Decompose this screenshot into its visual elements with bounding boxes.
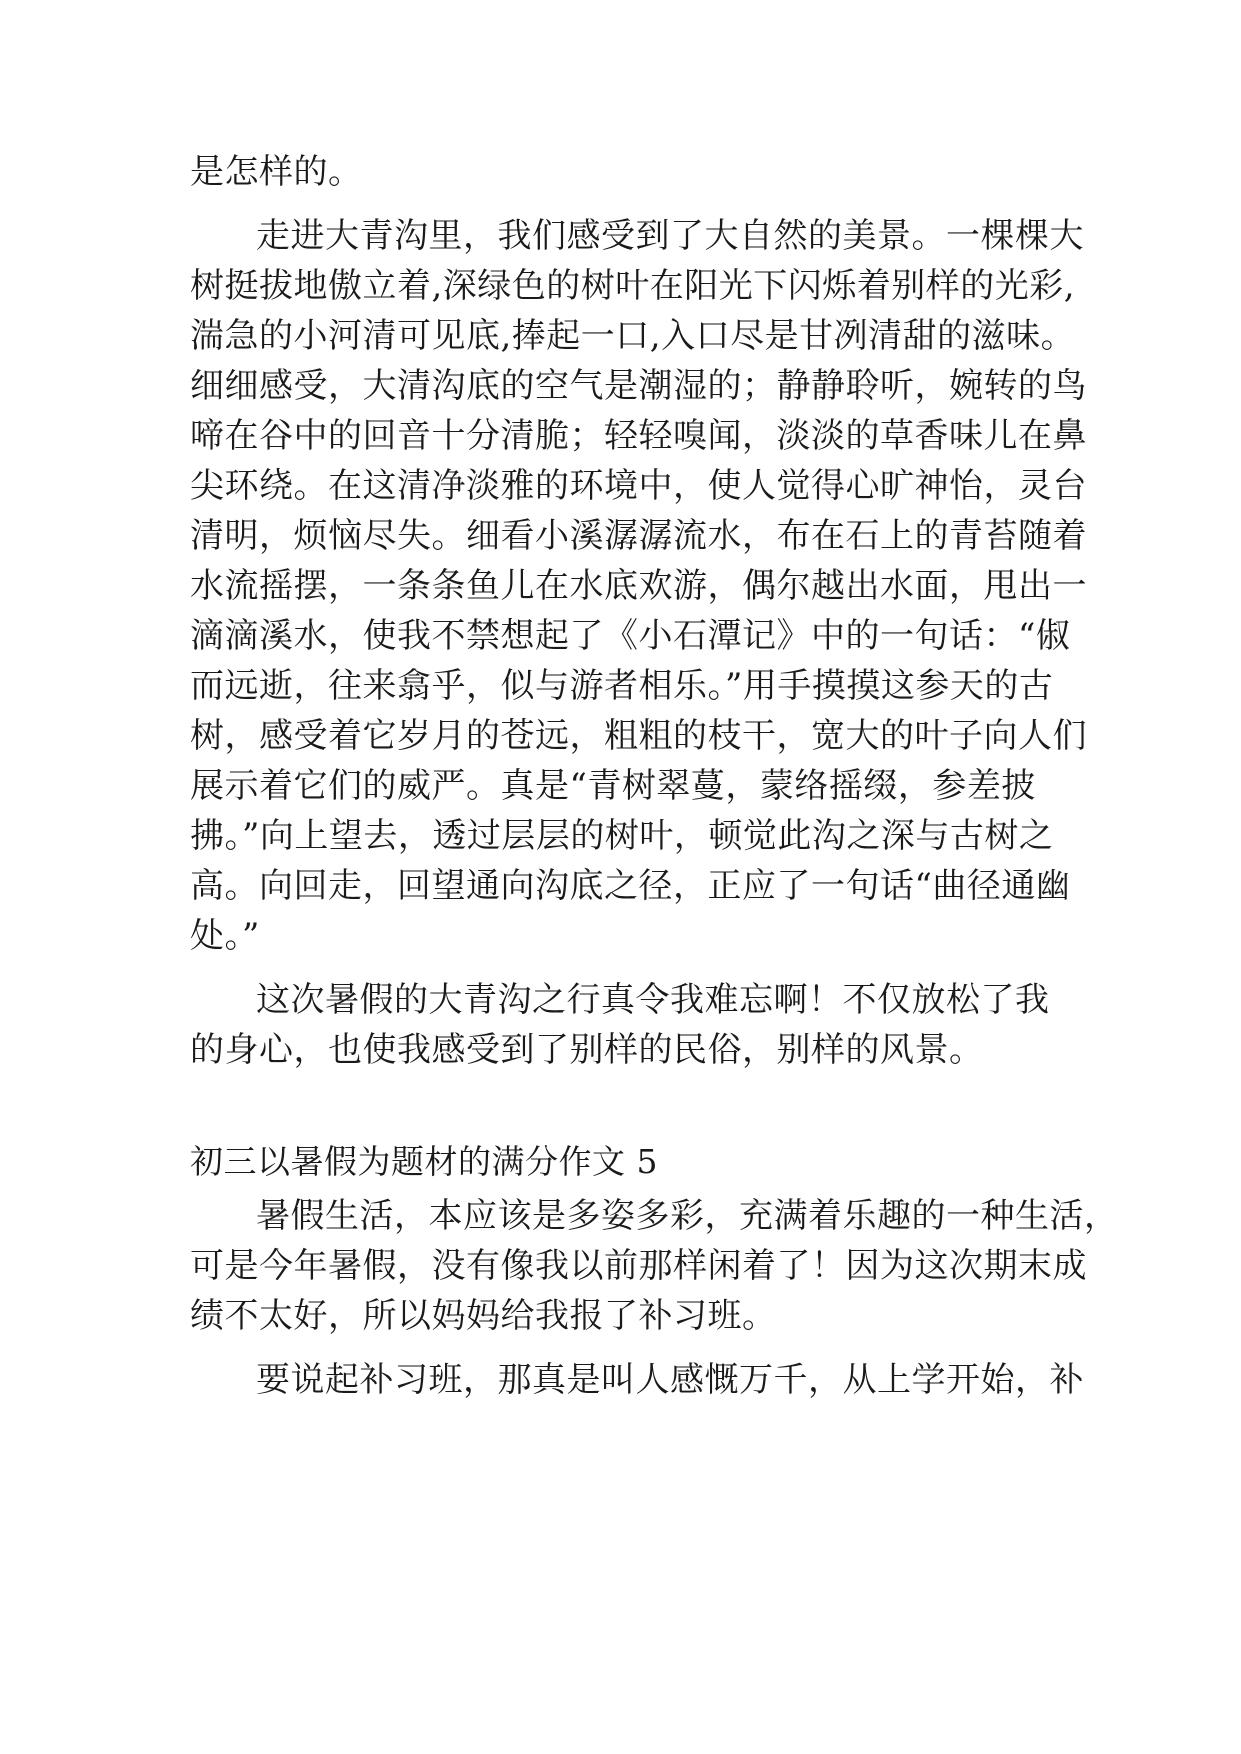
text-line: 高。向回走，回望通向沟底之径，正应了一句话“曲径通幽 [190, 866, 1071, 906]
text-line: 而远逝，往来翕乎，似与游者相乐。”用手摸摸这参天的古 [190, 666, 1054, 706]
text-line: 清明，烦恼尽失。细看小溪潺潺流水，布在石上的青苔随着 [190, 516, 1087, 556]
section-heading: 初三以暑假为题材的满分作文 5 [190, 1142, 658, 1181]
text-line: 处。” [190, 916, 260, 956]
text-line: 湍急的小河清可见底,捧起一口,入口尽是甘冽清甜的滋味。 [190, 316, 1076, 356]
text-line: 可是今年暑假，没有像我以前那样闲着了！因为这次期末成 [190, 1246, 1087, 1286]
text-line: 水流摇摆，一条条鱼儿在水底欢游，偶尔越出水面，甩出一 [190, 566, 1087, 606]
text-line: 细细感受，大清沟底的空气是潮湿的；静静聆听，婉转的鸟 [190, 366, 1087, 406]
text-line: 尖环绕。在这清净淡雅的环境中，使人觉得心旷神怡，灵台 [190, 466, 1087, 506]
text-line: 走进大青沟里，我们感受到了大自然的美景。一棵棵大 [256, 216, 1084, 256]
text-line: 暑假生活，本应该是多姿多彩，充满着乐趣的一种生活， [256, 1196, 1119, 1236]
text-line: 拂。”向上望去，透过层层的树叶，顿觉此沟之深与古树之 [190, 816, 1054, 856]
text-line: 树，感受着它岁月的苍远，粗粗的枝干，宽大的叶子向人们 [190, 716, 1087, 756]
text-line: 这次暑假的大青沟之行真令我难忘啊！不仅放松了我 [256, 980, 1050, 1020]
text-line: 树挺拔地傲立着,深绿色的树叶在阳光下闪烁着别样的光彩, [190, 266, 1076, 306]
text-line: 滴滴溪水，使我不禁想起了《小石潭记》中的一句话：“俶 [190, 616, 1071, 656]
text-line: 是怎样的。 [190, 152, 363, 192]
text-line: 要说起补习班，那真是叫人感慨万千，从上学开始，补 [256, 1360, 1084, 1400]
text-line: 绩不太好，所以妈妈给我报了补习班。 [190, 1296, 777, 1336]
text-line: 啼在谷中的回音十分清脆；轻轻嗅闻，淡淡的草香味儿在鼻 [190, 416, 1087, 456]
text-line: 的身心，也使我感受到了别样的民俗，别样的风景。 [190, 1030, 984, 1070]
text-line: 展示着它们的威严。真是“青树翠蔓，蒙络摇缀，参差披 [190, 766, 1036, 806]
